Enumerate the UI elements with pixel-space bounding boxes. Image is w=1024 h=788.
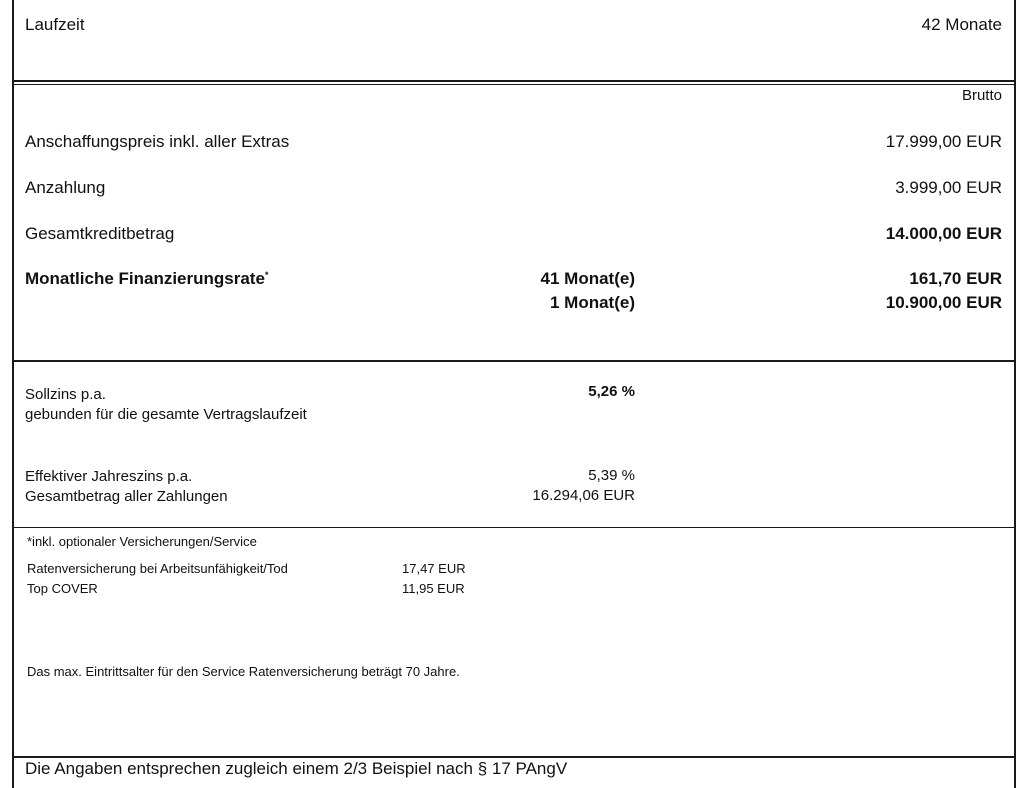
divider (12, 80, 1014, 82)
down-payment-value: 3.999,00 EUR (895, 178, 1002, 197)
divider (12, 360, 1014, 362)
term-value: 42 Monate (921, 15, 1002, 34)
insurance-item-label: Top COVER (27, 581, 98, 596)
insurance-item-value: 17,47 EUR (402, 561, 466, 576)
monthly-rate-label: Monatliche Finanzierungsrate* (25, 269, 269, 288)
purchase-price-label: Anschaffungspreis inkl. aller Extras (25, 132, 290, 151)
divider (12, 527, 1014, 528)
divider (12, 756, 1014, 758)
insurance-item-value: 11,95 EUR (402, 581, 465, 596)
divider (12, 84, 1014, 85)
insurance-note: *inkl. optionaler Versicherungen/Service (27, 534, 257, 549)
nominal-rate-value: 5,26 % (588, 383, 635, 400)
effective-rate-label: Effektiver Jahreszins p.a. (25, 468, 193, 485)
footer-text: Die Angaben entsprechen zugleich einem 2/3 Beispiel nach § 17 PAngV (25, 759, 568, 778)
effective-rate-value: 5,39 % (588, 467, 635, 484)
footnote-mark: * (264, 270, 269, 280)
purchase-price-value: 17.999,00 EUR (885, 132, 1002, 151)
total-payments-value: 16.294,06 EUR (532, 487, 635, 504)
rate-amount-2: 10.900,00 EUR (885, 293, 1002, 312)
insurance-item-label: Ratenversicherung bei Arbeitsunfähigkeit/Tod (27, 561, 288, 576)
nominal-rate-label: Sollzins p.a. (25, 386, 106, 403)
total-payments-label: Gesamtbetrag aller Zahlungen (25, 488, 228, 505)
rate-months-1: 41 Monat(e) (540, 269, 635, 288)
gross-header: Brutto (961, 87, 1002, 104)
rate-months-2: 1 Monat(e) (550, 293, 635, 312)
term-label: Laufzeit (25, 15, 85, 34)
rate-amount-1: 161,70 EUR (909, 269, 1002, 288)
total-credit-value: 14.000,00 EUR (885, 224, 1002, 243)
nominal-rate-sub: gebunden für die gesamte Vertragslaufzeit (25, 406, 307, 423)
down-payment-label: Anzahlung (25, 178, 106, 197)
total-credit-label: Gesamtkreditbetrag (25, 224, 175, 243)
age-note: Das max. Eintrittsalter für den Service Ratenversicherung beträgt 70 Jahre. (27, 664, 460, 679)
